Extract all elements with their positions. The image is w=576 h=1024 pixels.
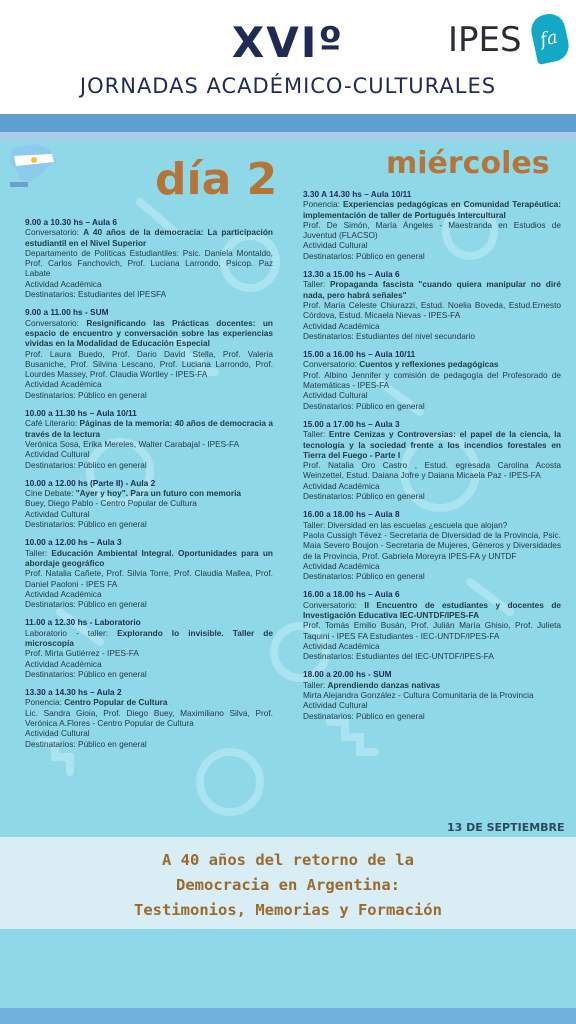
- event-time: 15.00 a 17.00 hs – Aula 3: [303, 418, 400, 429]
- event-title: A 40 años de la democracia: La participación estudiantil en el Nivel Superior: [25, 227, 273, 248]
- event-title: Experiencias pedagógicas en Comunidad Terapéutica: implementación de taller de Portugués Intercultural: [303, 199, 561, 220]
- event-type: Taller:: [25, 547, 48, 558]
- event-time: 11.00 a 12.30 hs - Laboratorio: [25, 617, 141, 628]
- event-title: Diversidad en las escuelas ¿escuela que alojan?: [327, 519, 508, 530]
- event-item: [25, 307, 273, 400]
- event-people: Prof. Natalia Cañete, Prof. Silvia Torre, Prof. Claudia Mallea, Prof. Daniel Paoloni - IPES FA: [25, 568, 273, 589]
- footer-banner: [0, 837, 576, 929]
- event-item: [25, 617, 273, 679]
- footer-line-2: Democracia en Argentina:: [176, 876, 400, 894]
- weekday-label: miércoles: [386, 146, 550, 181]
- ipesfa-logo: [448, 10, 568, 68]
- event-type: Taller:: [303, 279, 326, 290]
- event-time: 10.00 a 12.00 hs – Aula 3: [25, 537, 122, 548]
- event-activity: Actividad Académica: [303, 480, 380, 491]
- event-time: 16.00 a 18.00 hs – Aula 8: [303, 509, 400, 520]
- event-people: Prof. Mirta Gutiérrez - IPES-FA: [25, 648, 139, 659]
- event-activity: Actividad Cultural: [303, 700, 368, 711]
- event-activity: Actividad Académica: [25, 588, 102, 599]
- event-time: 18.00 a 20.00 hs - SUM: [303, 669, 392, 680]
- event-people: Lic. Sandra Gioia, Prof. Diego Buey, Maximiliano Silva, Prof. Verónica A.Flores - Centro Popular de Cultura: [25, 707, 273, 729]
- event-activity: Actividad Cultural: [303, 390, 368, 401]
- event-audience: Destinatarios: Público en general: [25, 519, 147, 530]
- event-time: 15.00 a 16.00 hs – Aula 10/11: [303, 349, 416, 360]
- event-activity: Actividad Académica: [25, 278, 102, 289]
- event-type: Conversatorio:: [303, 599, 357, 610]
- footer-line-1: A 40 años del retorno de la: [162, 851, 414, 869]
- event-audience: Destinatarios: Estudiantes del IPESFA: [25, 289, 167, 300]
- event-audience: Destinatarios: Público en general: [303, 571, 425, 582]
- event-audience: Destinatarios: Público en general: [25, 459, 147, 470]
- event-people: Mirta Alejandra González - Cultura Comunitaria de la Provincia: [303, 690, 534, 701]
- event-time: 10.00 a 11.30 hs – Aula 10/11: [25, 408, 137, 419]
- event-activity: Actividad Cultural: [303, 240, 368, 251]
- event-type: Conversatorio:: [303, 359, 357, 370]
- event-item: [25, 217, 273, 299]
- event-audience: Destinatarios: Público en general: [25, 599, 147, 610]
- event-title: Explorando lo invisible. Taller de microscopía: [25, 627, 273, 648]
- event-activity: Actividad Académica: [303, 640, 380, 651]
- event-audience: Destinatarios: Estudiantes del nivel secundario: [303, 330, 476, 341]
- event-time: 3.30 A 14.30 hs – Aula 10/11: [303, 189, 412, 199]
- event-item: [303, 269, 561, 341]
- event-title: Centro Popular de Cultura: [64, 697, 168, 708]
- event-type: Conversatorio:: [25, 227, 79, 238]
- event-type: Conversatorio:: [25, 317, 79, 328]
- event-audience: Destinatarios: Estudiantes del IEC-UNTDF/IPES-FA: [303, 651, 494, 662]
- event-type: Café Literario:: [25, 418, 78, 429]
- event-item: [303, 509, 561, 581]
- event-time: 9.00 a 11.00 hs - SUM: [25, 307, 109, 318]
- event-people: Buey, Diego Pablo - Centro Popular de Cultura: [25, 498, 197, 509]
- event-type: Taller:: [303, 429, 326, 440]
- event-people: Prof. Laura Buedo, Prof. Dario David Stella, Prof. Valeria Busaniche, Prof. Silvina Lescano, Prof. Luciana Larrondo, Prof. Lourdes Massey, Prof. Claudia Wortley - IPES-FA: [25, 348, 273, 380]
- event-audience: Destinatarios: Público en general: [25, 389, 147, 400]
- event-type: Cine Debate:: [25, 488, 74, 499]
- event-audience: Destinatarios: Público en general: [303, 491, 425, 502]
- event-type: Taller:: [303, 679, 326, 690]
- bottom-band: [0, 1008, 576, 1024]
- event-title: Entre Cenizas y Controversias: el papel de la ciencia, la tecnología y la sociedad frente a los incendios forestales en Tierra del Fuego - Parte I: [303, 429, 561, 460]
- event-title: Resignificando las Prácticas docentes: un espacio de encuentro y conversación sobre las experiencias vividas en la Modalidad de Educación Especial: [25, 317, 273, 349]
- event-people: Departamento de Políticas Estudiantiles: Psic. Daniela Montaldo, Prof. Carlos Fanchovich, Prof. Luciana Larrondo, Psicop. Paz Labate: [25, 247, 273, 279]
- event-audience: Destinatarios: Público en general: [25, 738, 147, 749]
- event-type: Laboratorio - taller:: [25, 627, 109, 638]
- event-audience: Destinatarios: Público en general: [25, 668, 147, 679]
- left-schedule-column: [25, 217, 273, 757]
- event-title: Propaganda fascista "cuando quiera manipular no diré nada, pero habrá señales": [303, 279, 561, 300]
- event-date: 13 DE SEPTIEMBRE: [447, 821, 565, 834]
- event-title: II Encuentro de estudiantes y docentes de Investigación Educativa IEC-UNTDF/IPES-FA: [303, 599, 561, 620]
- header-band-light: [0, 132, 576, 142]
- event-time: 10.00 a 12.00 hs (Parte II) - Aula 2: [25, 477, 156, 488]
- event-title: "Ayer y hoy". Para un futuro con memoria: [75, 488, 241, 499]
- event-people: Verónica Sosa, Erika Mereles, Walter Carabajal - IPES-FA: [25, 438, 240, 449]
- event-activity: Actividad Académica: [303, 560, 380, 571]
- event-title: Páginas de la memoria: 40 años de democracia a través de la lectura: [25, 418, 273, 439]
- event-type: Taller:: [303, 519, 326, 530]
- logo-badge: [528, 11, 571, 65]
- event-people: Prof. Tomás Emilio Busán, Prof. Julián María Ghisio, Prof. Julieta Taquini - IPES FA Estudiantes - IEC-UNTDF/IPES-FA: [303, 620, 561, 641]
- event-time: 13.30 a 15.00 hs – Aula 6: [303, 269, 400, 280]
- event-item: [303, 189, 561, 261]
- event-title: Educación Ambiental Integral. Oportunidades para un abordaje geográfico: [25, 547, 273, 568]
- event-activity: Actividad Cultural: [25, 508, 90, 519]
- event-item: [25, 537, 273, 609]
- event-audience: Destinatarios: Público en general: [303, 710, 425, 721]
- event-item: [303, 589, 561, 661]
- event-title: Cuentos y reflexiones pedagógicas: [359, 359, 499, 370]
- event-time: 9.00 a 10.30 hs – Aula 6: [25, 217, 117, 227]
- event-audience: Destinatarios: Público en general: [303, 250, 425, 261]
- event-people: Prof. Natalia Oro Castro , Estud. egresada Carolina Acosta Weinzettel, Estud. Daiana Jofre y Daiana Micaela Paz - IPES-FA: [303, 460, 561, 481]
- event-item: [303, 349, 561, 411]
- event-type: Ponencia:: [25, 697, 62, 708]
- event-title: Aprendiendo danzas nativas: [327, 679, 440, 690]
- event-people: Prof. De Simón, María Ángeles - Maestranda en Estudios de Juventud (FLACSO): [303, 219, 561, 241]
- event-audience: Destinatarios: Público en general: [303, 400, 425, 411]
- event-item: [303, 419, 561, 501]
- event-item: [303, 669, 561, 720]
- header: [0, 0, 576, 114]
- logo-badge-text: fa: [538, 26, 560, 51]
- argentina-flag-map-icon: [6, 142, 60, 190]
- event-type: Ponencia:: [303, 199, 340, 210]
- event-item: [25, 478, 273, 529]
- event-time: 13.30 a 14.30 hs – Aula 2: [25, 687, 122, 698]
- event-item: [25, 687, 273, 749]
- footer-line-3: Testimonios, Memorias y Formación: [134, 901, 442, 919]
- event-activity: Actividad Académica: [25, 379, 102, 390]
- event-people: Prof. María Celeste Chiurazzi, Estud. Noelia Boveda, Estud.Ernesto Córdova, Estud. Micaela Nievas - IPES-FA: [303, 299, 561, 321]
- event-time: 16.00 a 18.00 hs – Aula 6: [303, 589, 400, 600]
- right-schedule-column: [303, 189, 561, 729]
- event-activity: Actividad Cultural: [25, 449, 90, 460]
- event-activity: Actividad Académica: [303, 320, 380, 331]
- event-people: Paola Cussigh Tévez - Secretaria de Diversidad de la Provincia, Psic. Maia Severo Boujon - Secretaria de Mujeres, Géneros y Diversidades de la Provincia, Prof. Gabriela Moreyra IPES-FA y UNTDF: [303, 529, 561, 561]
- day-label: día 2: [155, 154, 278, 205]
- event-subtitle: JORNADAS ACADÉMICO-CULTURALES: [79, 74, 497, 98]
- event-activity: Actividad Cultural: [25, 728, 90, 739]
- event-item: [25, 408, 273, 470]
- edition-title: XVIº: [231, 18, 345, 67]
- header-band: [0, 114, 576, 132]
- event-people: Prof. Albino Jennifer y comisión de pedagogía del Profesorado de Matemáticas - IPES-FA: [303, 369, 561, 391]
- logo-text: IPES: [448, 20, 522, 60]
- event-activity: Actividad Académica: [25, 658, 102, 669]
